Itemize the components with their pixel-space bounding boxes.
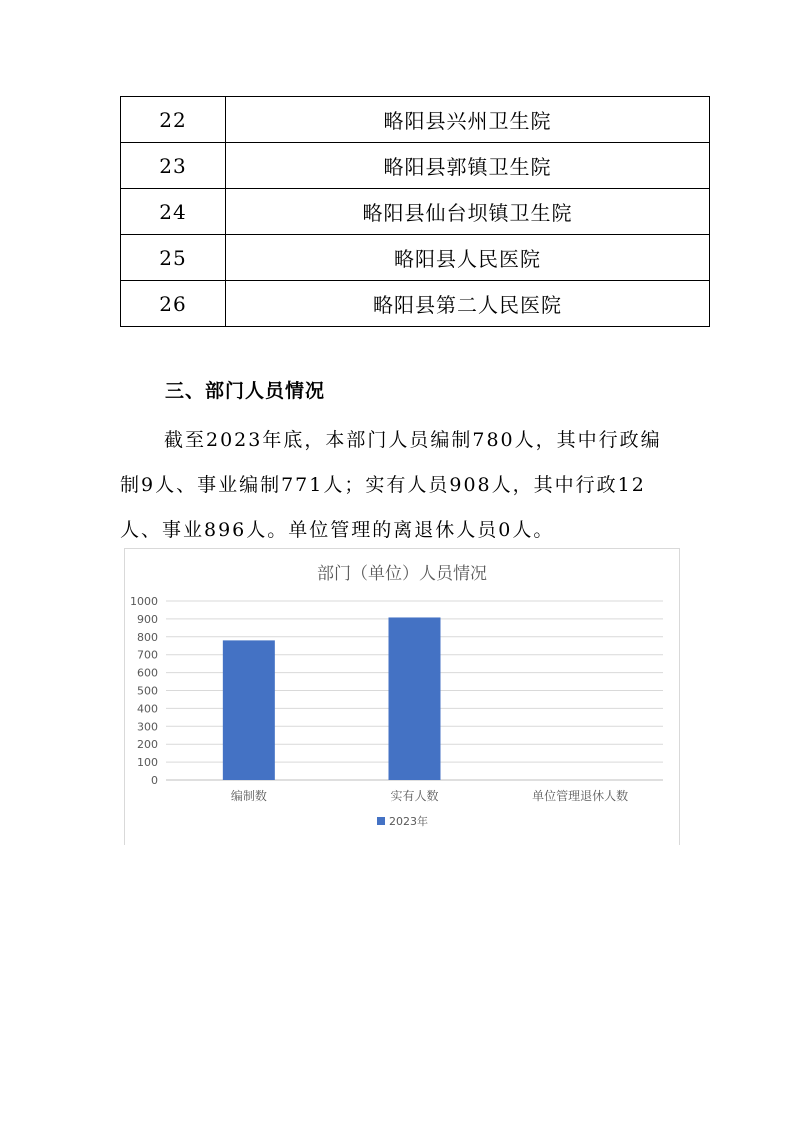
y-tick-label: 300 [137,720,158,734]
y-tick-label: 700 [137,648,158,662]
row-number: 24 [121,189,226,235]
bar-1 [223,640,275,780]
y-tick-label: 900 [137,612,158,626]
staff-chart [124,548,680,845]
table-row [121,189,710,235]
table-row [121,235,710,281]
unit-name: 略阳县人民医院 [226,235,710,281]
x-category-label: 实有人数 [390,789,439,803]
row-number: 22 [121,97,226,143]
y-tick-label: 500 [137,684,158,698]
x-category-label: 单位管理退休人数 [532,789,629,803]
table-row [121,281,710,327]
unit-name: 略阳县兴州卫生院 [226,97,710,143]
row-number: 23 [121,143,226,189]
y-tick-label: 400 [137,702,158,716]
x-category-label: 编制数 [230,789,267,803]
y-tick-label: 0 [151,774,158,787]
y-tick-label: 200 [137,738,158,752]
chart-canvas [125,549,679,845]
y-tick-label: 600 [137,666,158,680]
row-number: 25 [121,235,226,281]
y-tick-label: 1000 [130,595,158,608]
chart-title: 部门（单位）人员情况 [317,564,487,584]
y-tick-label: 800 [137,630,158,644]
legend-label: 2023年 [389,815,428,828]
section-heading: 三、部门人员情况 [165,380,326,402]
unit-name: 略阳县仙台坝镇卫生院 [226,189,710,235]
table-row [121,143,710,189]
unit-name: 略阳县郭镇卫生院 [226,143,710,189]
legend-swatch [377,817,385,825]
unit-name: 略阳县第二人民医院 [226,281,710,327]
y-tick-label: 100 [137,756,158,770]
bar-2 [389,617,441,780]
row-number: 26 [121,281,226,327]
section-paragraph: 截至2023年底，本部门人员编制780人，其中行政编制9人、事业编制771人；实有人员908人，其中行政12人、事业896人。单位管理的离退休人员0人。 [120,429,662,541]
table-row [121,97,710,143]
unit-table [120,96,710,327]
